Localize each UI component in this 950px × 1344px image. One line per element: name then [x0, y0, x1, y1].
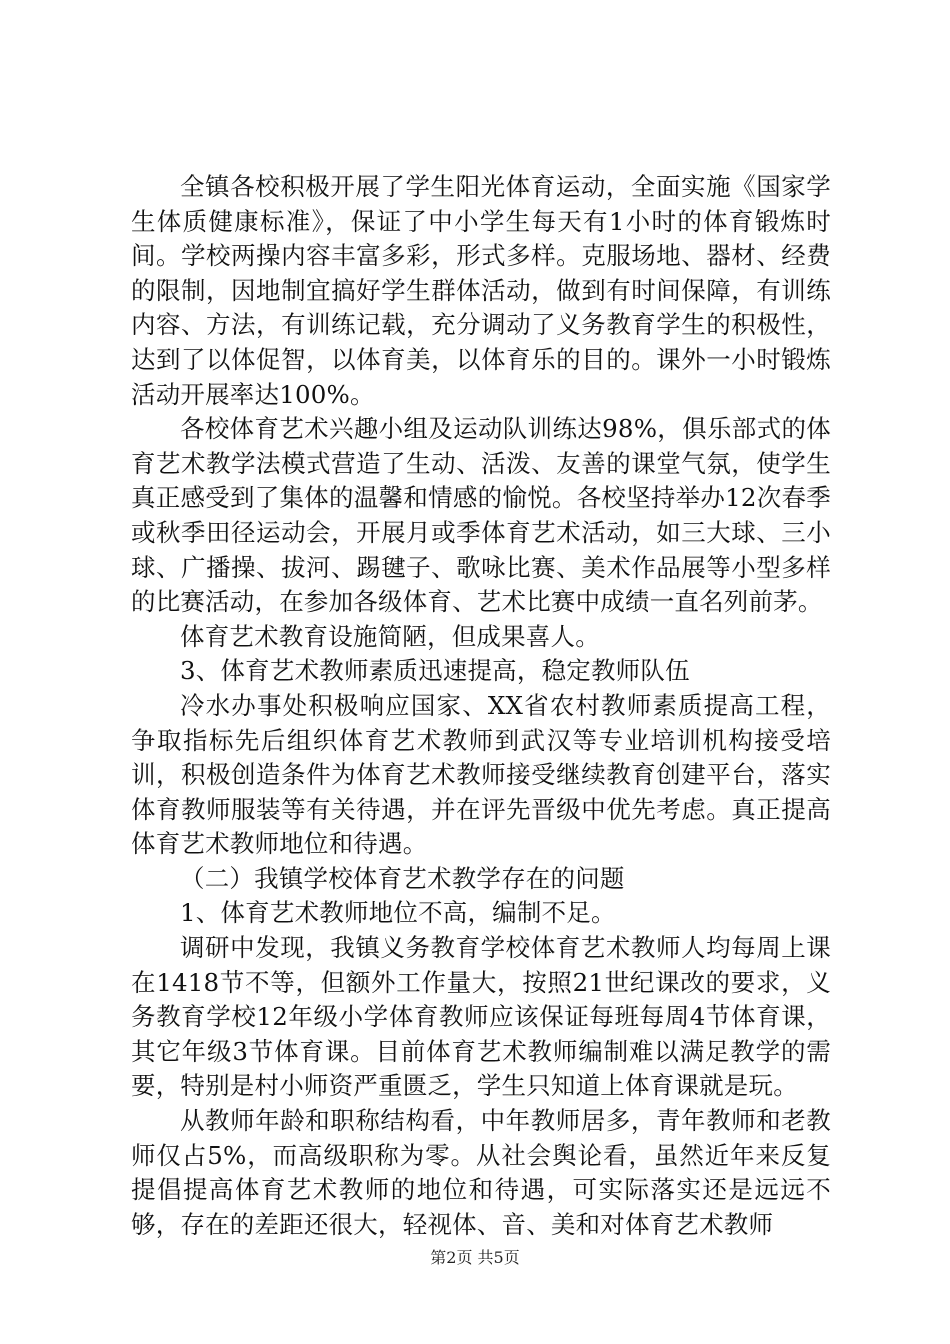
paragraph-2: 各校体育艺术兴趣小组及运动队训练达98%，俱乐部式的体育艺术教学法模式营造了生动、活泼、友善的课堂气氛，使学生真正感受到了集体的温馨和情感的愉悦。各校坚持举办12次春季或秋季田径运动会，开展月或季体育艺术活动，如三大球、三小球、广播操、拔河、踢毽子、歌咏比赛、美术作品展等小型多样的比赛活动，在参加各级体育、艺术比赛中成绩一直名列前茅。 — [131, 414, 831, 617]
paragraph-4: 冷水办事处积极响应国家、XX省农村教师素质提高工程，争取指标先后组织体育艺术教师到武汉等专业培训机构接受培训，积极创造条件为体育艺术教师接受继续教育创建平台，落实体育教师服装等有关待遇，并在评先晋级中优先考虑。真正提高体育艺术教师地位和待遇。 — [131, 690, 831, 859]
paragraph-5: 调研中发现，我镇义务教育学校体育艺术教师人均每周上课在1418节不等，但额外工作量大，按照21世纪课改的要求，义务教育学校12年级小学体育教师应该保证每班每周4节体育课，其它年级3节体育课。目前体育艺术教师编制难以满足教学的需要，特别是村小师资严重匮乏，学生只知道上体育课就是玩。 — [131, 933, 831, 1101]
paragraph-3: 体育艺术教育设施简陋，但成果喜人。 — [180, 621, 600, 651]
section-heading-problems: （二）我镇学校体育艺术教学存在的问题 — [180, 863, 625, 893]
paragraph-6: 从教师年龄和职称结构看，中年教师居多，青年教师和老教师仅占5%，而高级职称为零。从社会舆论看，虽然近年来反复提倡提高体育艺术教师的地位和待遇，可实际落实还是远远不够，存在的差距还很大，轻视体、音、美和对体育艺术教师 — [131, 1106, 831, 1239]
section-heading-3: 3、体育艺术教师素质迅速提高，稳定教师队伍 — [180, 656, 690, 686]
subheading-1: 1、体育艺术教师地位不高，编制不足。 — [180, 898, 616, 928]
page-number-footer: 第2页 共5页 — [430, 1248, 520, 1267]
document-body — [131, 170, 831, 1242]
paragraph-1: 全镇各校积极开展了学生阳光体育运动，全面实施《国家学生体质健康标准》，保证了中小学生每天有1小时的体育锻炼时间。学校两操内容丰富多彩，形式多样。克服场地、器材、经费的限制，因地制宜搞好学生群体活动，做到有时间保障，有训练内容、方法，有训练记载，充分调动了义务教育学生的积极性，达到了以体促智，以体育美，以体育乐的目的。课外一小时锻炼活动开展率达100%。 — [131, 172, 831, 409]
